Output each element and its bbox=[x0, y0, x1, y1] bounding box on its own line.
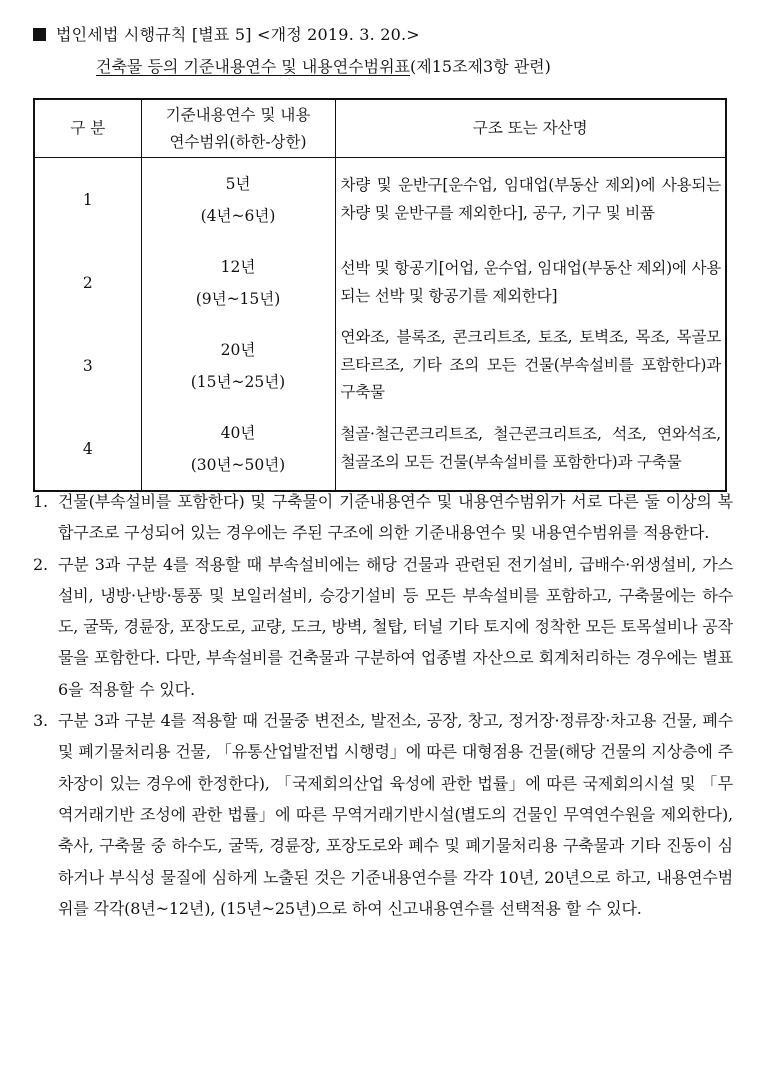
row-base-life: 5년 bbox=[225, 174, 251, 193]
header-useful-life bbox=[141, 99, 335, 158]
row-asset-description: 철골·철근콘크리트조, 철근콘크리트조, 석조, 연와석조, 철골조의 모든 건물(부속설비를 포함한다)과 구축물 bbox=[340, 425, 721, 471]
row-base-life: 20년 bbox=[220, 340, 256, 359]
row-life-range: (4년~6년) bbox=[200, 206, 276, 225]
black-square-bullet-icon bbox=[33, 28, 46, 41]
note-item bbox=[33, 549, 733, 705]
header-category: 구 분 bbox=[34, 99, 141, 158]
header-useful-life-line1: 기준내용연수 및 내용 bbox=[165, 105, 311, 124]
schedule-title-reference: (제15조제3항 관련) bbox=[410, 57, 551, 76]
table-row bbox=[34, 324, 726, 407]
note-text: 구분 3과 구분 4를 적용할 때 건물중 변전소, 발전소, 공장, 창고, 정거장·정류장·차고용 건물, 폐수 및 폐기물처리용 건물, 「유통산업발전법 시행령」에 따른 대형점용 건물(해당 건물의 지상층에 주차장이 있는 경우에 한정한다), 「국제회의산업 육성에 관한 법률」에 따른 국제회의시설 및 「무역거래기반 조성에 관한 법률」에 따른 무역거래기반시설(별도의 건물인 무역연수원을 제외한다), 축사, 구축물 중 하수도, 굴뚝, 경륜장, 포장도로와 폐수 및 폐기물처리용 구축물과 기타 진동이 심하거나 부식성 물질에 심하게 노출된 것은 기준내용연수를 각각 10년, 20년으로 하고, 내용연수범위를 각각(8년~12년), (15년~25년)으로 하여 신고내용연수를 선택적용 할 수 있다. bbox=[58, 711, 733, 918]
header-asset-name: 구조 또는 자산명 bbox=[335, 99, 726, 158]
law-reference-text: 법인세법 시행규칙 [별표 5] <개정 2019. 3. 20.> bbox=[56, 25, 420, 44]
notes-list bbox=[33, 486, 733, 924]
header-useful-life-line2: 연수범위(하한-상한) bbox=[169, 132, 307, 151]
note-number: 3. bbox=[33, 711, 48, 731]
note-item bbox=[33, 705, 733, 924]
row-useful-life bbox=[141, 407, 335, 491]
note-item bbox=[33, 486, 733, 549]
row-category-number: 1 bbox=[34, 158, 141, 242]
row-category-number: 3 bbox=[34, 324, 141, 407]
note-number: 2. bbox=[33, 554, 48, 574]
row-life-range: (30년~50년) bbox=[190, 455, 286, 474]
row-category-number: 2 bbox=[34, 241, 141, 324]
schedule-title bbox=[96, 54, 551, 77]
schedule-title-main: 건축물 등의 기준내용연수 및 내용연수범위표 bbox=[96, 57, 411, 76]
table-row bbox=[34, 158, 726, 242]
row-life-range: (9년~15년) bbox=[195, 289, 281, 308]
table-header-row bbox=[34, 99, 726, 158]
row-useful-life bbox=[141, 241, 335, 324]
row-asset-description: 연와조, 블록조, 콘크리트조, 토조, 토벽조, 목조, 목골모르타르조, 기타 조의 모든 건물(부속설비를 포함한다)과 구축물 bbox=[340, 328, 721, 402]
row-life-range: (15년~25년) bbox=[190, 372, 286, 391]
row-base-life: 12년 bbox=[220, 257, 256, 276]
table-row bbox=[34, 407, 726, 491]
law-reference-line bbox=[33, 22, 420, 45]
row-asset-description: 차량 및 운반구[운수업, 임대업(부동산 제외)에 사용되는 차량 및 운반구를 제외한다], 공구, 기구 및 비품 bbox=[340, 176, 721, 222]
note-text: 건물(부속설비를 포함한다) 및 구축물이 기준내용연수 및 내용연수범위가 서로 다른 둘 이상의 복합구조로 구성되어 있는 경우에는 주된 구조에 의한 기준내용연수 및 내용연수범위를 적용한다. bbox=[58, 492, 733, 543]
note-number: 1. bbox=[33, 492, 48, 511]
row-useful-life bbox=[141, 158, 335, 242]
row-base-life: 40년 bbox=[220, 423, 256, 442]
row-category-number: 4 bbox=[34, 407, 141, 491]
table-row bbox=[34, 241, 726, 324]
row-useful-life bbox=[141, 324, 335, 407]
useful-life-table bbox=[33, 98, 727, 492]
note-text: 구분 3과 구분 4를 적용할 때 부속설비에는 해당 건물과 관련된 전기설비, 급배수·위생설비, 가스설비, 냉방·난방·통풍 및 보일러설비, 승강기설비 등 모든 부속설비를 포함하고, 구축물에는 하수도, 굴뚝, 경륜장, 포장도로, 교량, 도크, 방벽, 철탑, 터널 기타 토지에 정착한 모든 토목설비나 공작물을 포함한다. 다만, 부속설비를 건축물과 구분하여 업종별 자산으로 회계처리하는 경우에는 별표 6을 적용할 수 있다. bbox=[58, 554, 733, 699]
row-asset-description: 선박 및 항공기[어업, 운수업, 임대업(부동산 제외)에 사용되는 선박 및 항공기를 제외한다] bbox=[340, 259, 721, 305]
